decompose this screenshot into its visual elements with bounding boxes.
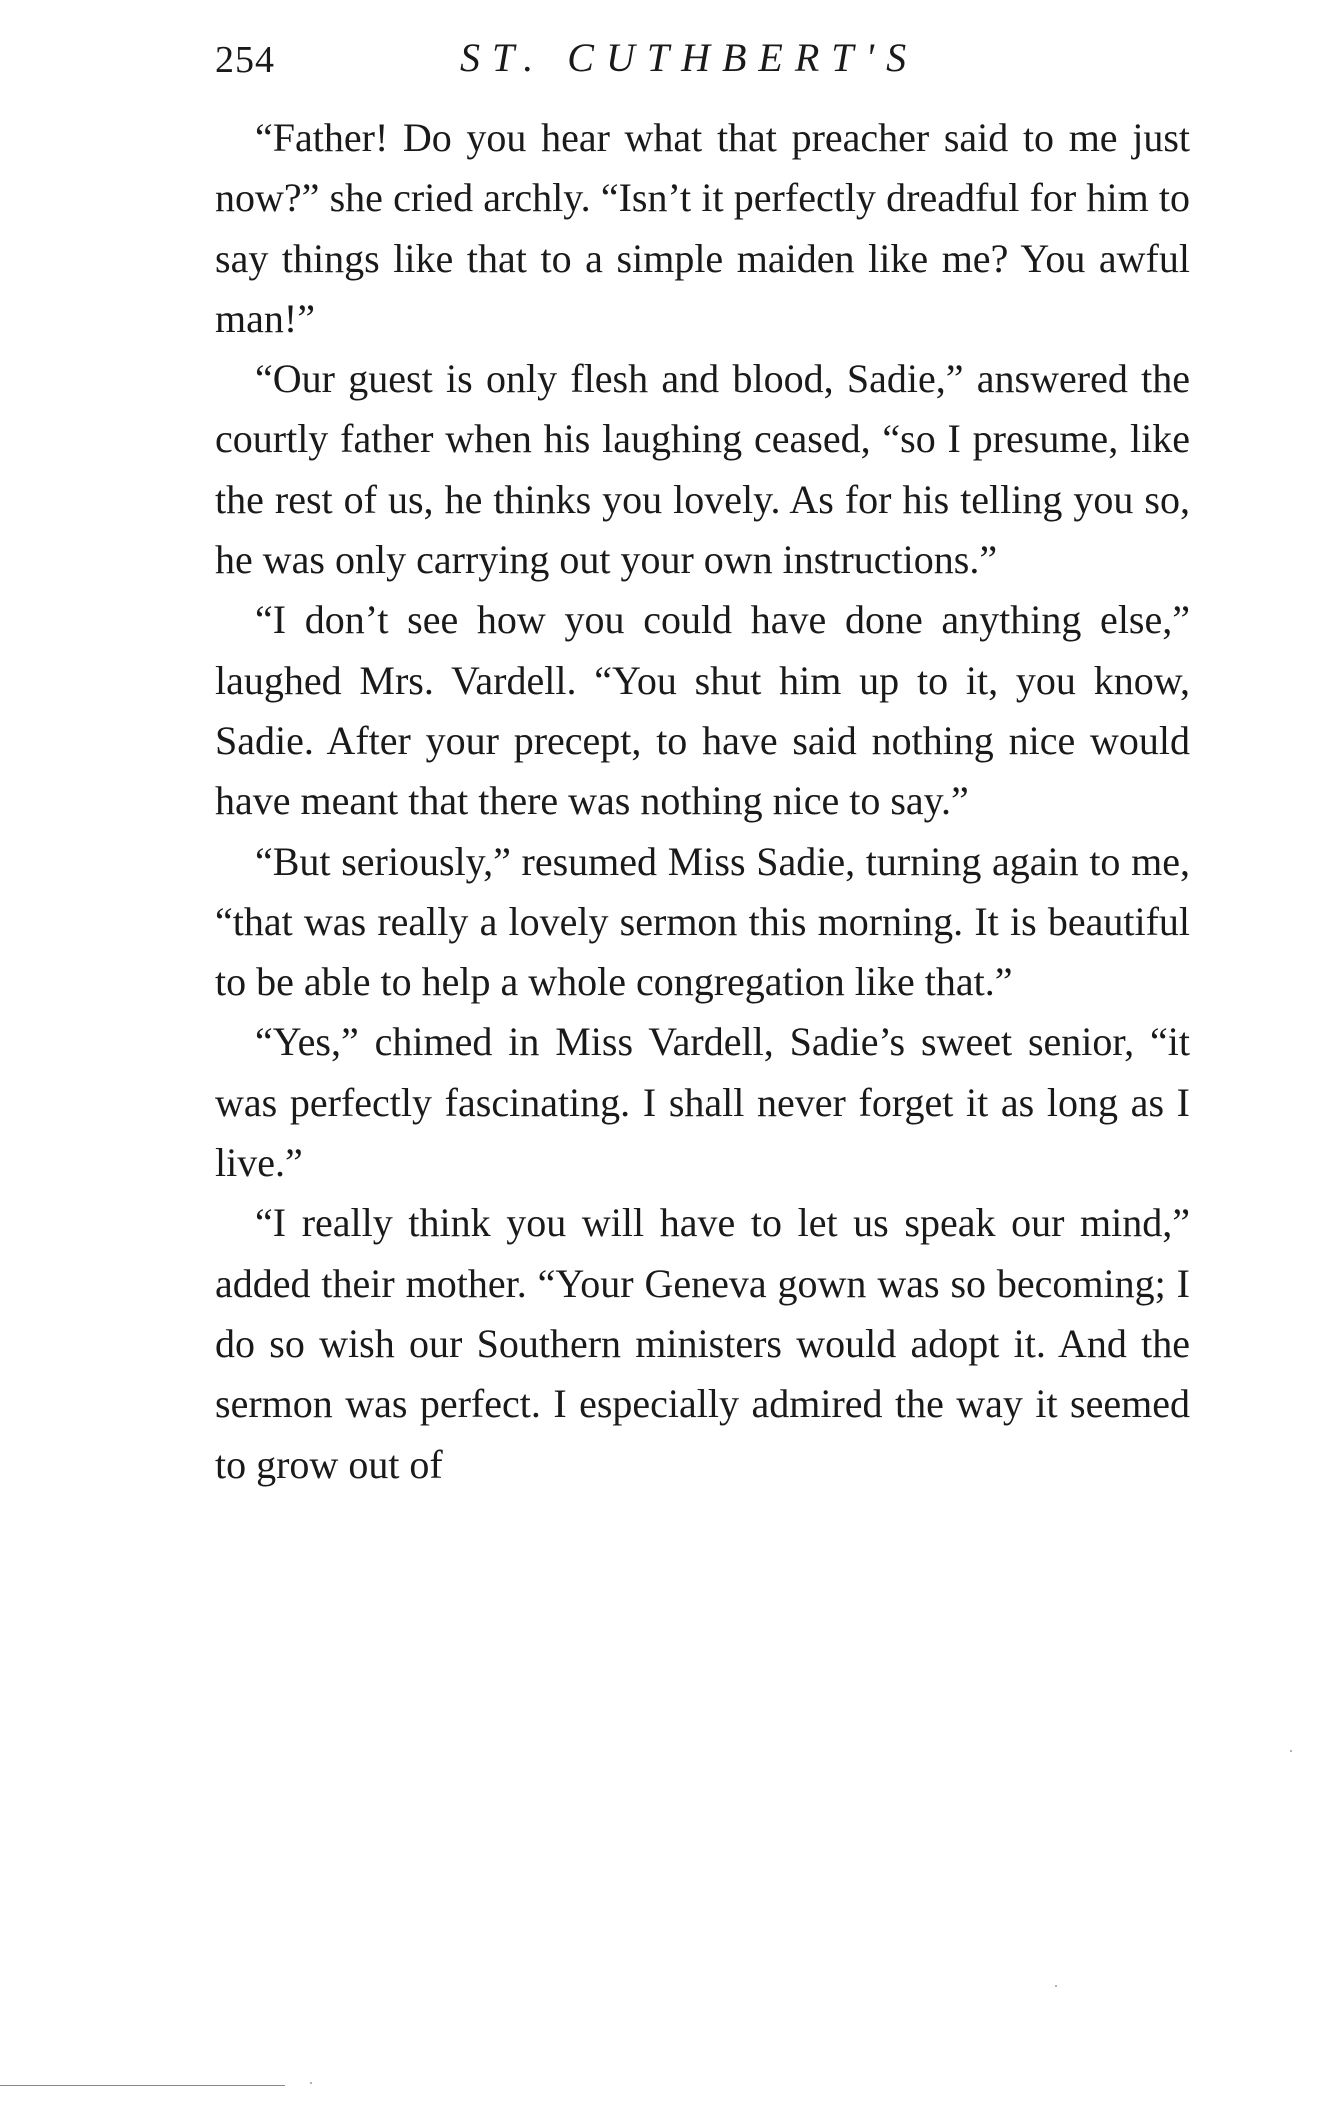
paper-speck — [1290, 1750, 1292, 1752]
paragraph: “Father! Do you hear what that preacher said to me just now?” she cried archly. “Isn’t it perfectly dreadful for him to say things like that to a simple maiden like me? You awful man!” — [215, 115, 1190, 341]
paragraph: “I don’t see how you could have done anything else,” laughed Mrs. Vardell. “You shut him up to it, you know, Sadie. After your precept, to have said nothing nice would have meant that there was nothing nice to say.” — [215, 597, 1190, 824]
paper-speck — [1055, 1985, 1057, 1987]
paper-speck — [310, 2082, 312, 2084]
paragraph: “Our guest is only flesh and blood, Sadie,” answered the courtly father when his laughing ceased, “so I presume, like the rest of us, he thinks you lovely. As for his telling you so, he was only carrying out your own instructions.” — [215, 356, 1190, 583]
body-text — [215, 108, 1190, 1495]
running-title: ST. CUTHBERT'S — [460, 35, 919, 80]
paragraph: “I really think you will have to let us speak our mind,” added their mother. “Your Geneva gown was so becoming; I do so wish our Southern ministers would adopt it. And the sermon was perfect. I especially admired the way it seemed to grow out of — [215, 1200, 1190, 1487]
bottom-scan-edge — [0, 2085, 285, 2086]
paragraph: “But seriously,” resumed Miss Sadie, turning again to me, “that was really a lovely sermon this morning. It is beautiful to be able to help a whole congregation like that.” — [215, 838, 1190, 1005]
page-header — [215, 28, 1190, 88]
page-number: 254 — [215, 39, 275, 81]
paragraph: “Yes,” chimed in Miss Vardell, Sadie’s sweet senior, “it was perfectly fascinating. I shall never forget it as long as I live.” — [215, 1019, 1190, 1186]
